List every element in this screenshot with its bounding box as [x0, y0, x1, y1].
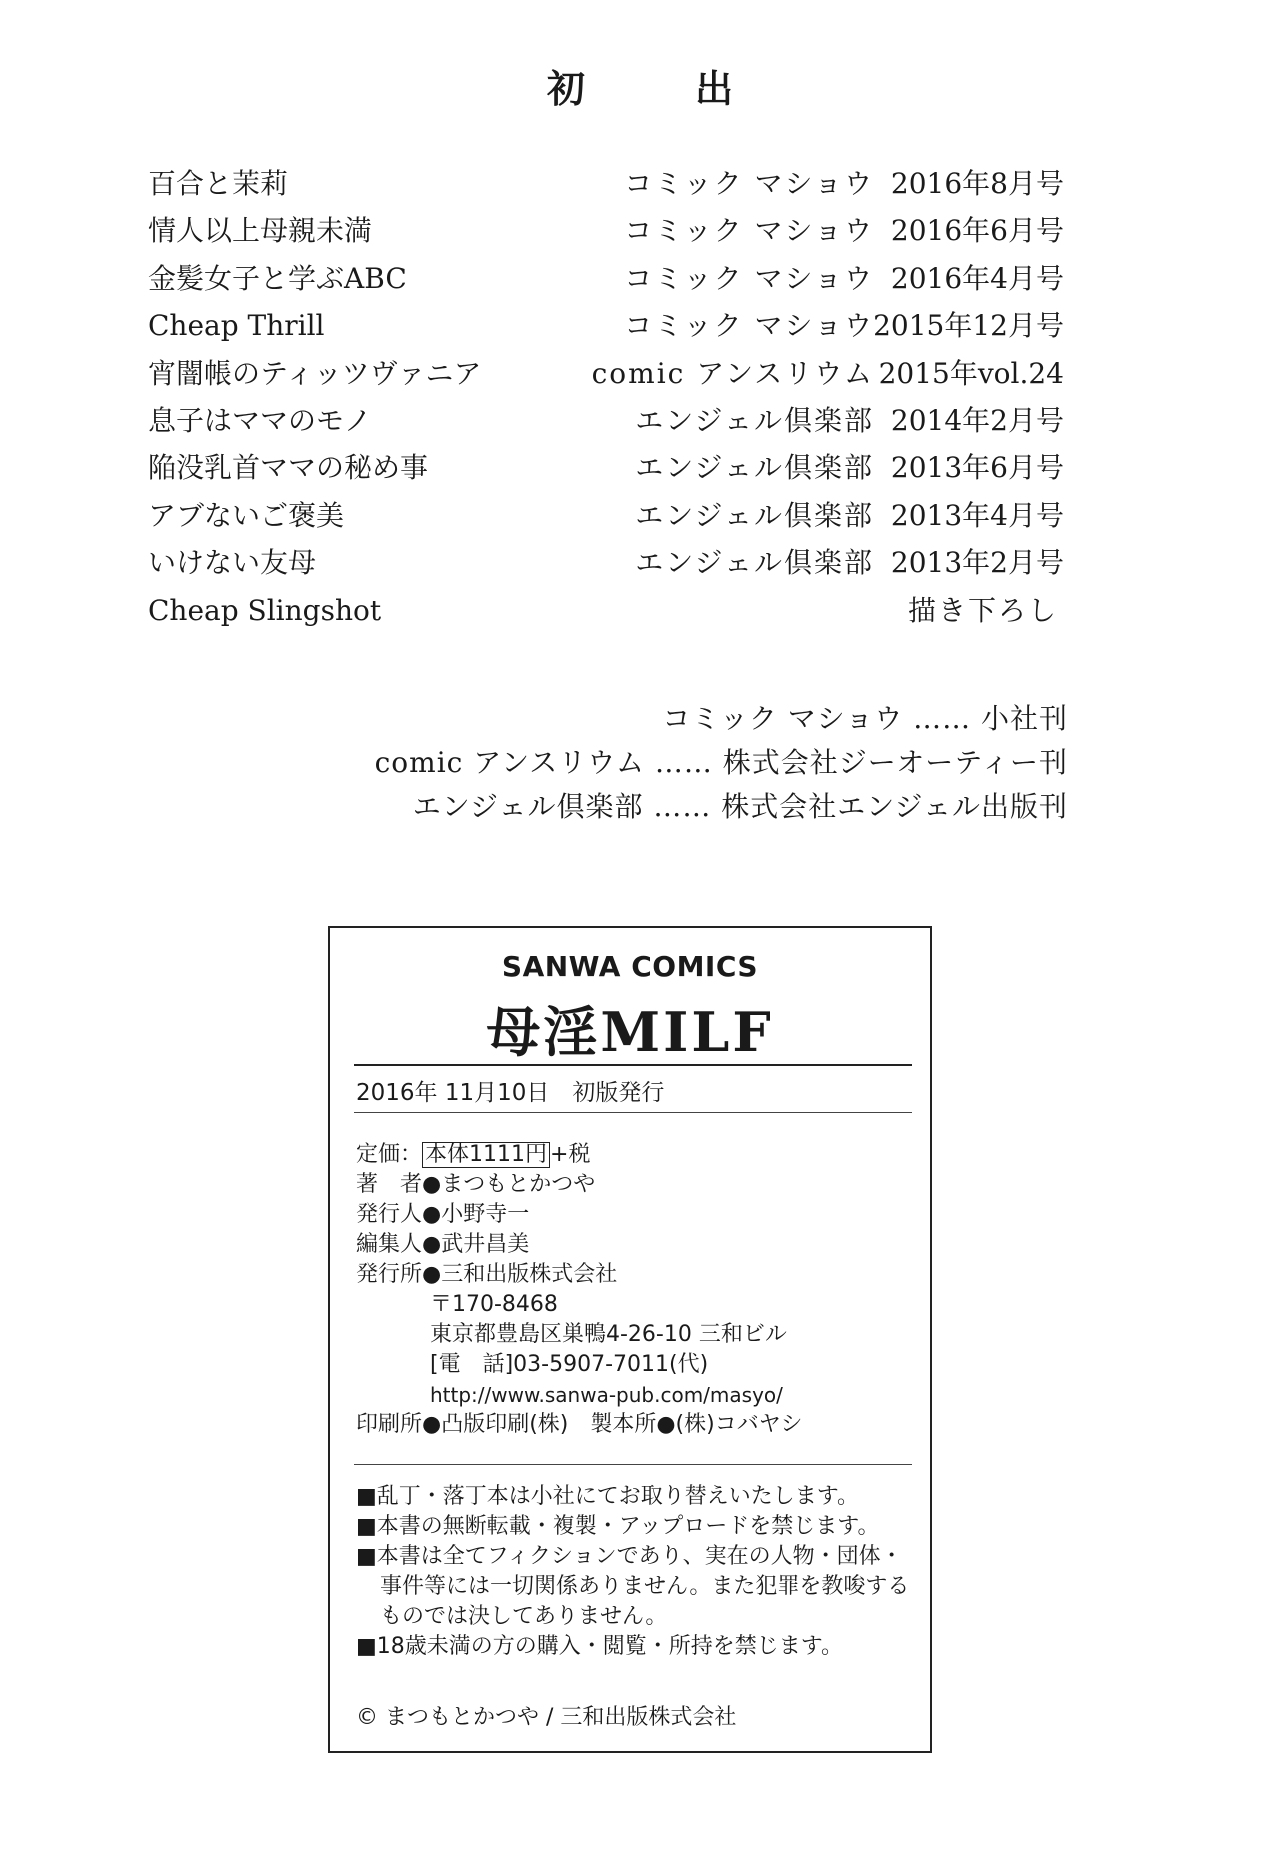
book-title: 母淫MILF: [486, 1000, 774, 1064]
story-title: Cheap Slingshot: [148, 593, 382, 627]
publisher-note: comic アンスリウム …… 株式会社ジーオーティー刊: [374, 746, 1068, 779]
list-item: [148, 539, 1064, 586]
issue-date: 2013年4月号: [890, 498, 1064, 532]
list-item: [148, 397, 1064, 444]
publisher-person-row: [356, 1200, 916, 1230]
list-item: [148, 587, 1064, 634]
price-value: 本体1111円: [422, 1142, 550, 1168]
bullet-icon: ●: [422, 1172, 442, 1197]
magazine-name: コミック マショウ: [624, 309, 874, 343]
magazine-name: エンジェル倶楽部: [635, 403, 874, 437]
address: 東京都豊島区巣鴨4-26-10 三和ビル: [430, 1322, 787, 1347]
story-title: いけない友母: [148, 546, 317, 580]
magazine-name: エンジェル倶楽部: [635, 546, 874, 580]
issue-date: 2016年6月号: [890, 214, 1064, 248]
story-title: 百合と茉莉: [148, 167, 289, 200]
bullet-icon: ●: [422, 1202, 442, 1227]
magazine-name: comic アンスリウム: [591, 356, 874, 390]
edition-date: 2016年 11月10日 初版発行: [356, 1080, 665, 1106]
divider: [354, 1464, 912, 1465]
list-item: [148, 350, 1064, 397]
issue-date: 2016年4月号: [890, 261, 1064, 295]
notice-item: ■本書の無断転載・複製・アップロードを禁じます。: [356, 1514, 880, 1539]
page-title: 初 出: [546, 66, 769, 111]
notice-item: ■乱丁・落丁本は小社にてお取り替えいたします。: [356, 1484, 860, 1509]
notice-item: ■18歳未満の方の購入・閲覧・所持を禁じます。: [356, 1634, 844, 1659]
issue-date: 2013年6月号: [890, 451, 1064, 485]
original-note: 描き下ろし: [907, 593, 1058, 627]
publisher-note: エンジェル倶楽部 …… 株式会社エンジェル出版刊: [412, 790, 1068, 823]
bullet-icon: ●: [422, 1262, 442, 1287]
publisher-row: [356, 1260, 916, 1290]
story-title: Cheap Thrill: [148, 309, 325, 343]
list-item: [148, 207, 1064, 254]
postal-code: 〒170-8468: [430, 1292, 558, 1317]
issue-date: 2014年2月号: [890, 403, 1064, 437]
notice-item: ■本書は全てフィクションであり、実在の人物・団体・事件等には一切関係ありません。また犯罪を教唆するものでは決してありません。: [356, 1544, 910, 1629]
story-title: 情人以上母親未満: [148, 214, 373, 248]
list-item: [148, 160, 1064, 207]
magazine-name: エンジェル倶楽部: [635, 451, 874, 485]
publisher-person-label: 発行人: [356, 1202, 423, 1227]
editor-row: [356, 1230, 916, 1260]
story-title: 陥没乳首ママの秘め事: [148, 451, 429, 485]
publication-list: [148, 160, 1064, 634]
publisher-name: 三和出版株式会社: [441, 1262, 618, 1287]
price-row: [356, 1140, 916, 1170]
author-row: [356, 1170, 916, 1200]
story-title: 宵闇帳のティッツヴァニア: [148, 356, 482, 390]
publication-info: [356, 1140, 916, 1440]
issue-date: 2013年2月号: [890, 546, 1064, 580]
story-title: 金髪女子と学ぶABC: [148, 261, 407, 295]
list-item: [148, 444, 1064, 491]
printing-info: 印刷所●凸版印刷(株) 製本所●(株)コバヤシ: [356, 1412, 803, 1437]
publisher-label: 発行所: [356, 1262, 423, 1287]
issue-date: 2016年8月号: [890, 167, 1064, 200]
divider: [354, 1112, 912, 1113]
series-name: SANWA COMICS: [501, 950, 759, 983]
list-item: [148, 255, 1064, 302]
publisher-note: コミック マショウ …… 小社刊: [662, 702, 1068, 735]
magazine-name: コミック マショウ: [624, 214, 874, 248]
story-title: 息子はママのモノ: [148, 403, 372, 437]
author-label: 著 者: [356, 1172, 423, 1197]
publisher-person-name: 小野寺一: [441, 1202, 530, 1227]
story-title: アブないご褒美: [148, 498, 345, 532]
magazine-name: コミック マショウ: [624, 167, 874, 200]
editor-name: 武井昌美: [441, 1232, 530, 1257]
price-label: 定価：: [356, 1142, 423, 1167]
price-suffix: +税: [550, 1142, 591, 1167]
copyright: © まつもとかつや / 三和出版株式会社: [356, 1705, 737, 1730]
editor-label: 編集人: [356, 1232, 423, 1257]
magazine-name: エンジェル倶楽部: [635, 498, 874, 532]
issue-date: 2015年vol.24: [878, 356, 1064, 390]
list-item: [148, 302, 1064, 349]
magazine-name: コミック マショウ: [624, 261, 874, 295]
author-name: まつもとかつや: [441, 1172, 596, 1197]
phone: [電 話]03-5907-7011(代): [430, 1352, 709, 1377]
colophon-box: [328, 926, 932, 1753]
publisher-notes: [268, 697, 1068, 829]
issue-date: 2015年12月号: [873, 309, 1064, 343]
notices: [356, 1482, 916, 1662]
divider: [354, 1064, 912, 1066]
list-item: [148, 492, 1064, 539]
website-url: http://www.sanwa-pub.com/masyo/: [430, 1383, 783, 1407]
bullet-icon: ●: [422, 1232, 442, 1257]
